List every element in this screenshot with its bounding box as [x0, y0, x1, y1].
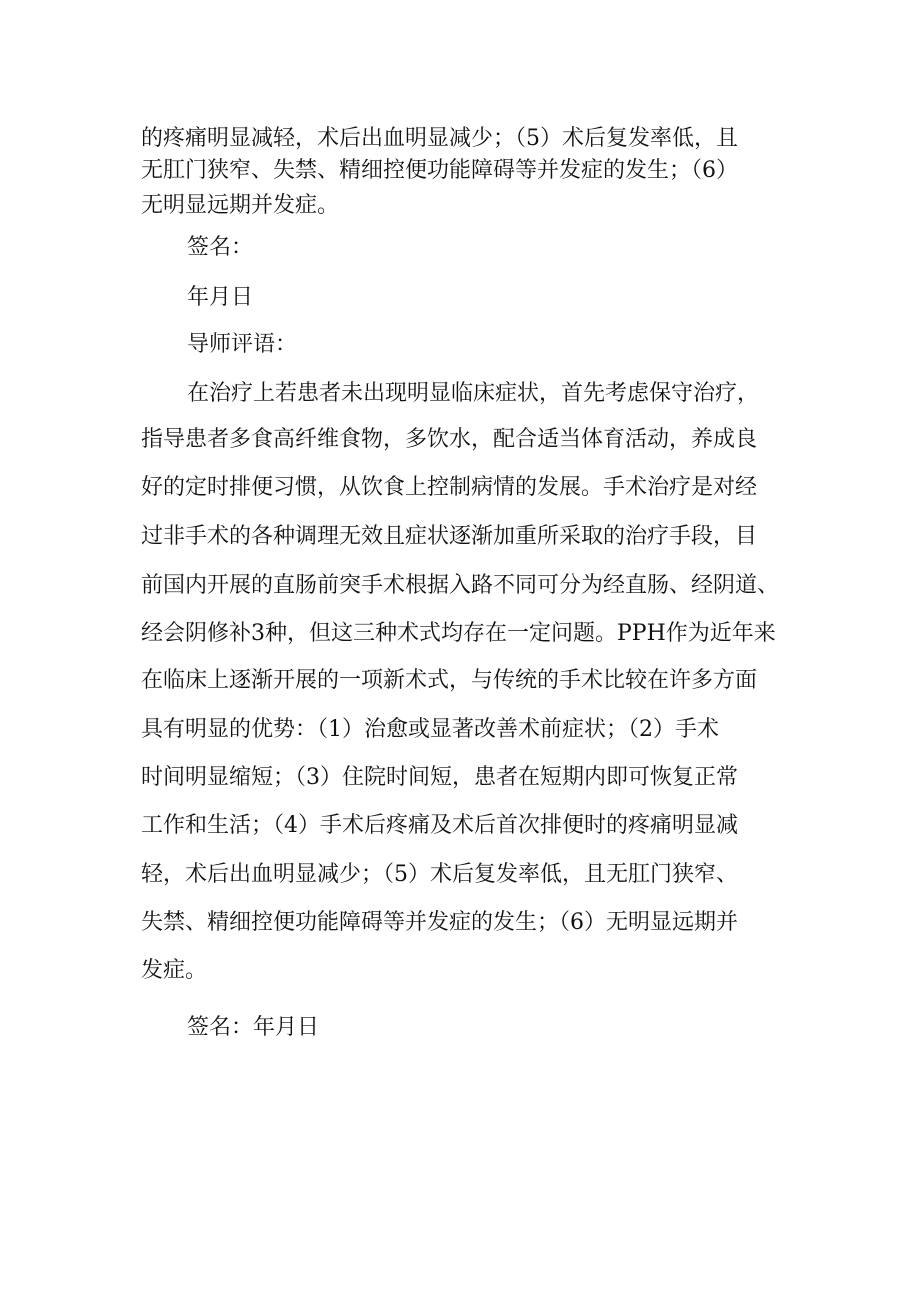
advisor-comment-line: 工作和生活；（4）手术后疼痛及术后首次排便时的疼痛明显减: [141, 813, 738, 838]
final-signature-date: 签名：年月日: [187, 1015, 320, 1040]
advisor-comment-line: 指导患者多食高纤维食物，多饮水，配合适当体育活动，养成良: [141, 427, 758, 452]
advisor-comment-line: 发症。: [141, 958, 208, 983]
advisor-comment-line: 失禁、精细控便功能障碍等并发症的发生；（6）无明显远期并: [141, 910, 738, 935]
paragraph-line: 无肛门狭窄、失禁、精细控便功能障碍等并发症的发生；（6）: [141, 158, 738, 183]
advisor-comment-line: 好的定时排便习惯，从饮食上控制病情的发展。手术治疗是对经: [141, 475, 758, 500]
signature-label: 签名：: [187, 235, 254, 260]
advisor-comment-line: 在临床上逐渐开展的一项新术式，与传统的手术比较在许多方面: [141, 668, 758, 693]
advisor-comment-heading: 导师评语：: [187, 332, 298, 357]
advisor-comment-line: 前国内开展的直肠前突手术根据入路不同可分为经直肠、经阴道、: [141, 573, 780, 598]
paragraph-line: 的疼痛明显减轻，术后出血明显减少；（5）术后复发率低，且: [141, 126, 738, 151]
advisor-comment-line: 轻，术后出血明显减少；（5）术后复发率低，且无肛门狭窄、: [141, 862, 738, 887]
advisor-comment-line: 经会阴修补3种，但这三种术式均存在一定问题。PPH作为近年来: [141, 621, 776, 646]
advisor-comment-line: 具有明显的优势：（1）治愈或显著改善术前症状；（2）手术: [141, 717, 719, 742]
advisor-comment-line: 在治疗上若患者未出现明显临床症状，首先考虑保守治疗，: [187, 381, 760, 406]
advisor-comment-line: 时间明显缩短；（3）住院时间短，患者在短期内即可恢复正常: [141, 765, 738, 790]
date-label: 年月日: [187, 285, 254, 310]
advisor-comment-line: 过非手术的各种调理无效且症状逐渐加重所采取的治疗手段，目: [141, 524, 758, 549]
paragraph-line: 无明显远期并发症。: [141, 193, 340, 218]
